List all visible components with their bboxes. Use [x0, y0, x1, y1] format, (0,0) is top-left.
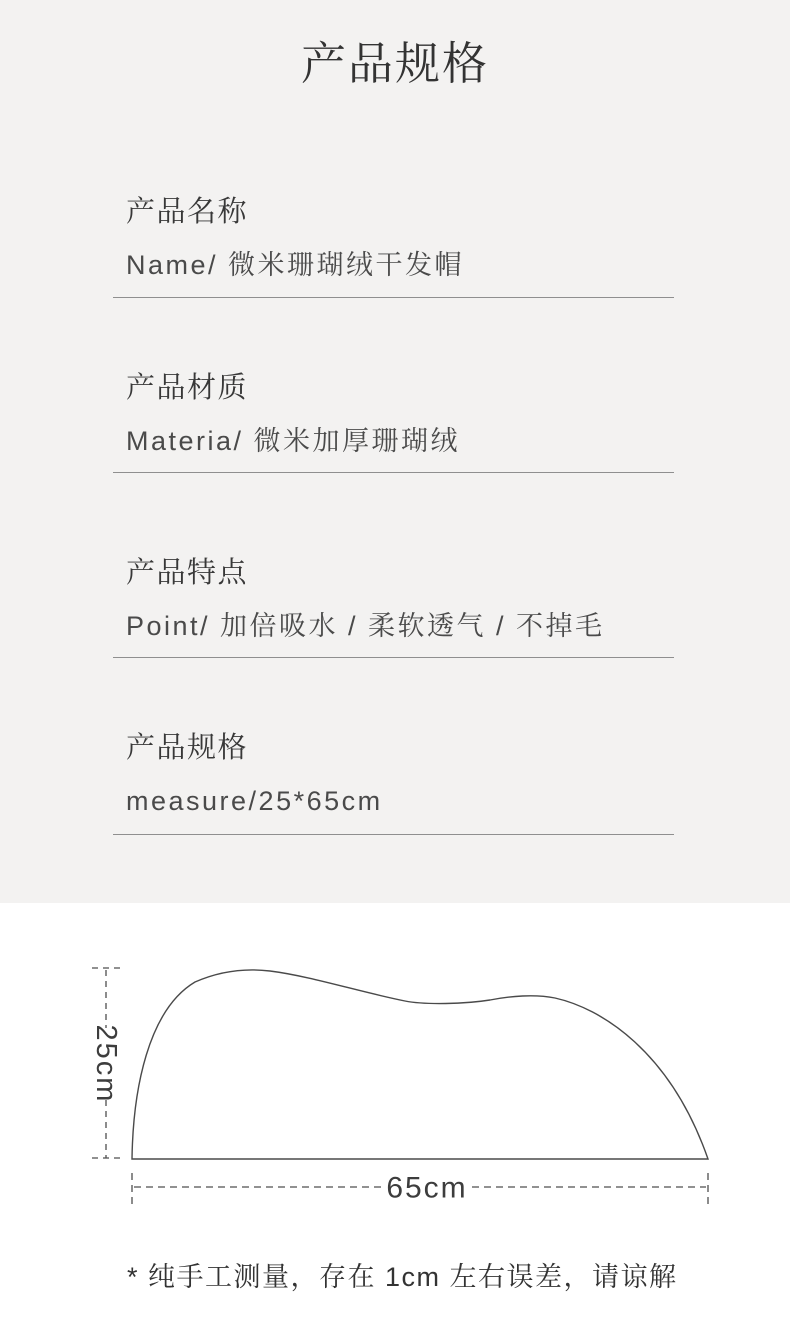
- spec-detail: Materia/ 微米加厚珊瑚绒: [126, 426, 461, 456]
- cap-outline-shape: [132, 970, 708, 1159]
- spec-detail: Point/ 加倍吸水 / 柔软透气 / 不掉毛: [126, 611, 605, 641]
- spec-heading: 产品特点: [126, 557, 249, 589]
- spec-heading: 产品规格: [126, 732, 249, 764]
- height-dimension-label: 25cm: [90, 1024, 122, 1104]
- spec-section-product-name: [113, 196, 674, 298]
- spec-heading: 产品名称: [126, 196, 249, 228]
- page-title: 产品规格: [300, 38, 489, 89]
- spec-section-size: [113, 732, 674, 835]
- spec-detail: measure/25*65cm: [126, 786, 383, 816]
- width-dimension-label: 65cm: [386, 1171, 468, 1205]
- dimension-diagram: [60, 930, 740, 1230]
- spec-section-material: [113, 372, 674, 473]
- spec-section-features: [113, 557, 674, 658]
- spec-heading: 产品材质: [126, 372, 249, 404]
- measurement-disclaimer: * 纯手工测量，存在 1cm 左右误差，请谅解: [127, 1262, 678, 1292]
- spec-detail: Name/ 微米珊瑚绒干发帽: [126, 250, 465, 280]
